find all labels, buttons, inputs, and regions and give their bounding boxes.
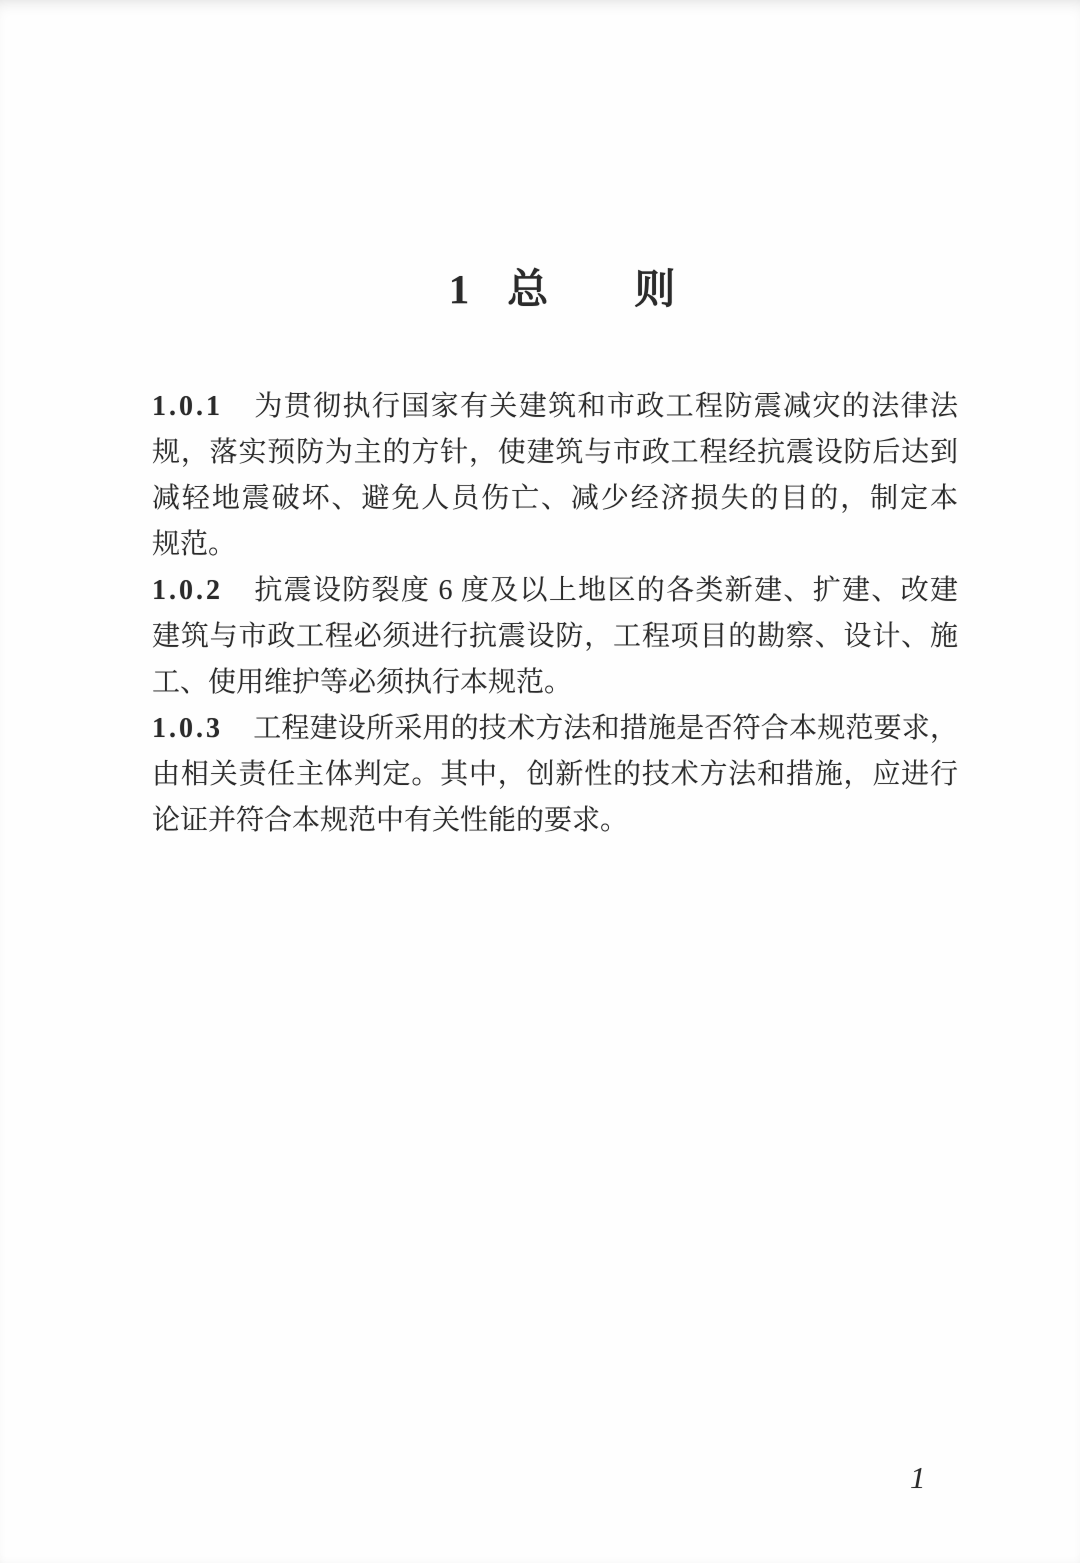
clause-1-0-3 (152, 706, 958, 844)
chapter-heading (22, 0, 1080, 312)
clause-line (152, 384, 958, 430)
clause-line: 规范。 (152, 529, 237, 560)
page-number: 1 (910, 1460, 926, 1495)
clause-1-0-2 (152, 568, 958, 706)
clause-line: 由相关责任主体判定。其中，创新性的技术方法和措施，应进行 (152, 759, 958, 790)
chapter-title-char-2: 则 (634, 266, 676, 312)
clause-line (152, 568, 958, 614)
clause-line: 建筑与市政工程必须进行抗震设防，工程项目的勘察、设计、施 (152, 621, 958, 652)
clause-line-text: 抗震设防裂度 6 度及以上地区的各类新建、扩建、改建 (253, 575, 958, 606)
clause-1-0-1 (152, 384, 958, 568)
clause-number: 1.0.1 (152, 391, 223, 422)
clause-line: 规，落实预防为主的方针，使建筑与市政工程经抗震设防后达到 (152, 437, 958, 468)
clause-line: 减轻地震破坏、避免人员伤亡、减少经济损失的目的，制定本 (152, 483, 958, 514)
chapter-title-char-1: 总 (507, 266, 549, 312)
clause-line (152, 706, 958, 752)
clause-number: 1.0.2 (152, 575, 223, 606)
clause-line: 论证并符合本规范中有关性能的要求。 (152, 805, 629, 836)
clause-number: 1.0.3 (152, 713, 223, 744)
chapter-number: 1 (448, 266, 470, 312)
clause-line-text: 工程建设所采用的技术方法和措施是否符合本规范要求， (253, 713, 958, 744)
clause-line: 工、使用维护等必须执行本规范。 (152, 667, 573, 698)
clause-line-text: 为贯彻执行国家有关建筑和市政工程防震减灾的法律法 (253, 391, 958, 422)
document-body (152, 384, 958, 844)
